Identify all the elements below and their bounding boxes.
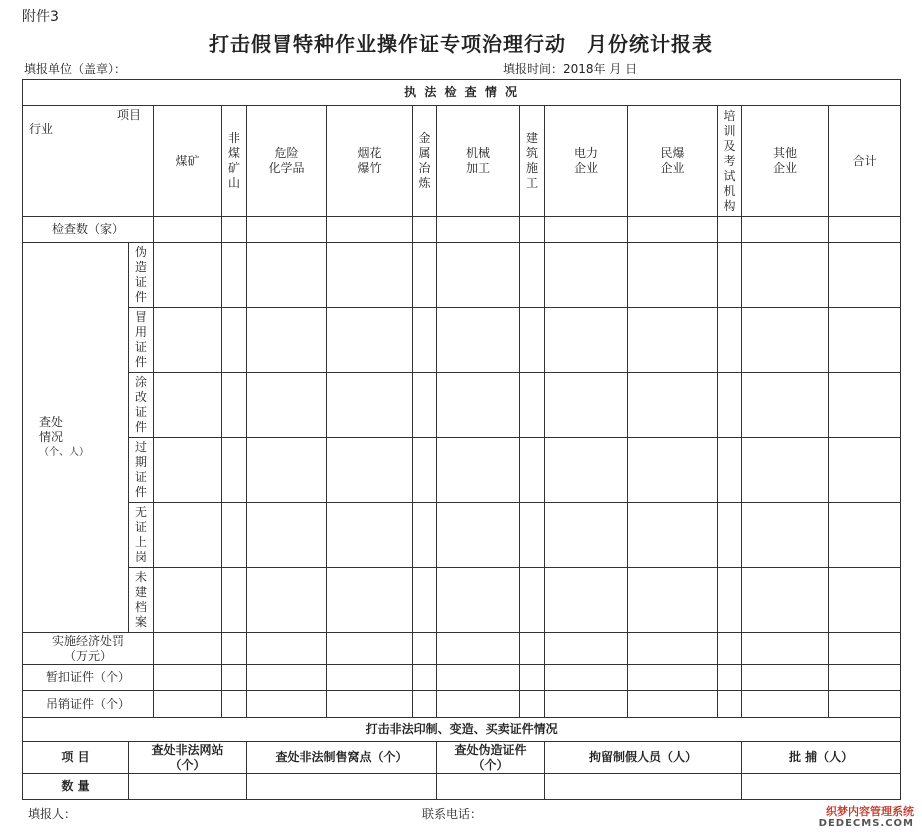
handle-unit: （个、人）: [39, 447, 89, 458]
row-label-detain: 暂扣证件（个）: [23, 665, 154, 691]
cell[interactable]: [247, 373, 327, 438]
s2-header-detained: 拘留制假人员（人）: [545, 742, 742, 774]
cell[interactable]: [520, 217, 545, 243]
table-row: [23, 503, 901, 568]
cell[interactable]: [742, 438, 829, 503]
cell[interactable]: [742, 217, 829, 243]
row-label-expired: 过 期 证 件: [129, 438, 154, 503]
cell[interactable]: [154, 243, 222, 308]
cell[interactable]: [154, 373, 222, 438]
phone-label: 联系电话：: [422, 807, 483, 821]
cell[interactable]: [247, 568, 327, 633]
cell[interactable]: [628, 308, 718, 373]
section1-title: 执 法 检 查 情 况: [23, 80, 901, 106]
table-row: [23, 774, 901, 800]
row-label-revoke: 吊销证件（个）: [23, 691, 154, 718]
cell[interactable]: [154, 633, 222, 665]
cell[interactable]: [247, 503, 327, 568]
cell[interactable]: [247, 243, 327, 308]
col-header-other: 其他 企业: [742, 106, 829, 217]
report-title: 打击假冒特种作业操作证专项治理行动 月份统计报表: [209, 32, 713, 56]
cell[interactable]: [413, 217, 437, 243]
cell[interactable]: [718, 438, 742, 503]
cell[interactable]: [829, 217, 901, 243]
col-header-training: 培 训 及 考 试 机 构: [718, 106, 742, 217]
cell[interactable]: [154, 691, 222, 718]
cell[interactable]: [247, 217, 327, 243]
cell[interactable]: [222, 665, 247, 691]
cell[interactable]: [413, 503, 437, 568]
cell[interactable]: [545, 633, 628, 665]
watermark-line1: 织梦内容管理系统: [826, 805, 914, 818]
table-row: [23, 665, 901, 691]
col-header-total: 合计: [829, 106, 901, 217]
cell[interactable]: [247, 691, 327, 718]
cell[interactable]: [545, 243, 628, 308]
cell[interactable]: [520, 243, 545, 308]
s2-row-label-qty: 数 量: [23, 774, 129, 800]
cell[interactable]: [327, 691, 413, 718]
cell[interactable]: [829, 308, 901, 373]
report-table: [22, 79, 901, 800]
cell[interactable]: [520, 308, 545, 373]
cell[interactable]: [437, 774, 545, 800]
cell[interactable]: [327, 568, 413, 633]
cell[interactable]: [520, 438, 545, 503]
cell[interactable]: [742, 665, 829, 691]
cell[interactable]: [628, 568, 718, 633]
cell[interactable]: [327, 373, 413, 438]
cell[interactable]: [545, 373, 628, 438]
cell[interactable]: [742, 373, 829, 438]
watermark-line2: DEDECMS.COM: [818, 818, 914, 829]
col-header-metallurgy: 金 属 冶 炼: [413, 106, 437, 217]
cell[interactable]: [413, 373, 437, 438]
cell[interactable]: [437, 438, 520, 503]
cell[interactable]: [718, 691, 742, 718]
row-label-forged: 伪 造 证 件: [129, 243, 154, 308]
cell[interactable]: [222, 633, 247, 665]
table-row: [23, 438, 901, 503]
cell[interactable]: [437, 217, 520, 243]
row-label-no-archive: 未 建 档 案: [129, 568, 154, 633]
unit-label: 填报单位（盖章）：: [24, 62, 127, 76]
cell[interactable]: [413, 438, 437, 503]
cell[interactable]: [628, 665, 718, 691]
cell[interactable]: [327, 217, 413, 243]
cell[interactable]: [520, 665, 545, 691]
cell[interactable]: [154, 217, 222, 243]
cell[interactable]: [545, 665, 628, 691]
cell[interactable]: [628, 438, 718, 503]
table-row: [23, 308, 901, 373]
cell[interactable]: [742, 308, 829, 373]
cell[interactable]: [742, 568, 829, 633]
cell[interactable]: [327, 243, 413, 308]
cell[interactable]: [413, 691, 437, 718]
cell[interactable]: [718, 308, 742, 373]
col-header-chemical: 危险 化学品: [247, 106, 327, 217]
row-label-altered: 涂 改 证 件: [129, 373, 154, 438]
cell[interactable]: [437, 308, 520, 373]
cell[interactable]: [222, 691, 247, 718]
table-row: [23, 742, 901, 774]
cell[interactable]: [545, 568, 628, 633]
cell[interactable]: [437, 243, 520, 308]
cell[interactable]: [829, 691, 901, 718]
s2-header-forged: 查处伪造证件 （个）: [437, 742, 545, 774]
cell[interactable]: [829, 568, 901, 633]
cell[interactable]: [413, 568, 437, 633]
cell[interactable]: [413, 665, 437, 691]
cell[interactable]: [222, 308, 247, 373]
watermark-logo: [810, 805, 914, 831]
cell[interactable]: [247, 438, 327, 503]
cell[interactable]: [545, 308, 628, 373]
cell[interactable]: [327, 438, 413, 503]
cell[interactable]: [829, 633, 901, 665]
cell[interactable]: [222, 217, 247, 243]
cell[interactable]: [718, 665, 742, 691]
cell[interactable]: [718, 243, 742, 308]
corner-industry-label: 行业: [29, 122, 54, 136]
cell[interactable]: [829, 503, 901, 568]
cell[interactable]: [413, 308, 437, 373]
cell[interactable]: [742, 243, 829, 308]
cell[interactable]: [829, 665, 901, 691]
cell[interactable]: [545, 438, 628, 503]
cell[interactable]: [742, 691, 829, 718]
cell[interactable]: [222, 503, 247, 568]
cell[interactable]: [545, 503, 628, 568]
cell[interactable]: [520, 568, 545, 633]
cell[interactable]: [437, 568, 520, 633]
cell[interactable]: [628, 691, 718, 718]
table-row: [23, 691, 901, 718]
col-header-machining: 机械 加工: [437, 106, 520, 217]
cell[interactable]: [247, 308, 327, 373]
col-header-coal: 煤矿: [154, 106, 222, 217]
cell[interactable]: [222, 373, 247, 438]
cell[interactable]: [413, 243, 437, 308]
cell[interactable]: [327, 633, 413, 665]
cell[interactable]: [742, 774, 901, 800]
cell[interactable]: [628, 503, 718, 568]
s2-header-item: 项 目: [23, 742, 129, 774]
cell[interactable]: [437, 503, 520, 568]
cell[interactable]: [437, 373, 520, 438]
table-row: [23, 373, 901, 438]
cell[interactable]: [628, 217, 718, 243]
cell[interactable]: [154, 665, 222, 691]
cell[interactable]: [247, 665, 327, 691]
cell[interactable]: [718, 633, 742, 665]
cell[interactable]: [154, 568, 222, 633]
table-row: [23, 568, 901, 633]
cell[interactable]: [742, 503, 829, 568]
cell[interactable]: [742, 633, 829, 665]
s2-header-websites: 查处非法网站 （个）: [129, 742, 247, 774]
row-label-inspect: 检查数（家）: [23, 217, 154, 243]
cell[interactable]: [222, 568, 247, 633]
s2-header-arrested: 批 捕（人）: [742, 742, 901, 774]
cell[interactable]: [327, 308, 413, 373]
row-label-unlicensed: 无 证 上 岗: [129, 503, 154, 568]
cell[interactable]: [520, 373, 545, 438]
col-header-explosives: 民爆 企业: [628, 106, 718, 217]
cell[interactable]: [247, 633, 327, 665]
cell[interactable]: [718, 373, 742, 438]
filler-label: 填报人：: [28, 807, 77, 821]
cell[interactable]: [628, 243, 718, 308]
cell[interactable]: [718, 503, 742, 568]
corner-item-label: 项目: [116, 108, 141, 122]
handle-label: 查处 情况: [39, 415, 64, 444]
row-label-fine: 实施经济处罚 （万元）: [23, 633, 154, 665]
cell[interactable]: [829, 243, 901, 308]
cell[interactable]: [829, 438, 901, 503]
handle-group-label: [23, 243, 129, 633]
cell[interactable]: [413, 633, 437, 665]
cell[interactable]: [129, 774, 247, 800]
cell[interactable]: [222, 438, 247, 503]
corner-cell: [23, 106, 154, 217]
cell[interactable]: [718, 217, 742, 243]
cell[interactable]: [520, 633, 545, 665]
cell[interactable]: [628, 633, 718, 665]
date-label: 填报时间：2018年 月 日: [503, 62, 638, 76]
col-header-fireworks: 烟花 爆竹: [327, 106, 413, 217]
cell[interactable]: [545, 774, 742, 800]
cell[interactable]: [154, 308, 222, 373]
cell[interactable]: [154, 503, 222, 568]
cell[interactable]: [222, 243, 247, 308]
cell[interactable]: [829, 373, 901, 438]
cell[interactable]: [718, 568, 742, 633]
table-row: [23, 243, 901, 308]
cell[interactable]: [327, 665, 413, 691]
cell[interactable]: [437, 691, 520, 718]
cell[interactable]: [520, 691, 545, 718]
cell[interactable]: [545, 217, 628, 243]
col-header-power: 电力 企业: [545, 106, 628, 217]
table-row: [23, 633, 901, 665]
cell[interactable]: [247, 774, 437, 800]
table-row: [23, 217, 901, 243]
col-header-construction: 建 筑 施 工: [520, 106, 545, 217]
row-label-impersonated: 冒 用 证 件: [129, 308, 154, 373]
cell[interactable]: [154, 438, 222, 503]
section2-title: 打击非法印制、变造、买卖证件情况: [23, 718, 901, 742]
cell[interactable]: [327, 503, 413, 568]
attachment-label: 附件3: [22, 9, 59, 25]
cell[interactable]: [437, 665, 520, 691]
col-header-non-coal: 非 煤 矿 山: [222, 106, 247, 217]
cell[interactable]: [545, 691, 628, 718]
cell[interactable]: [520, 503, 545, 568]
cell[interactable]: [437, 633, 520, 665]
cell[interactable]: [628, 373, 718, 438]
s2-header-dens: 查处非法制售窝点（个）: [247, 742, 437, 774]
